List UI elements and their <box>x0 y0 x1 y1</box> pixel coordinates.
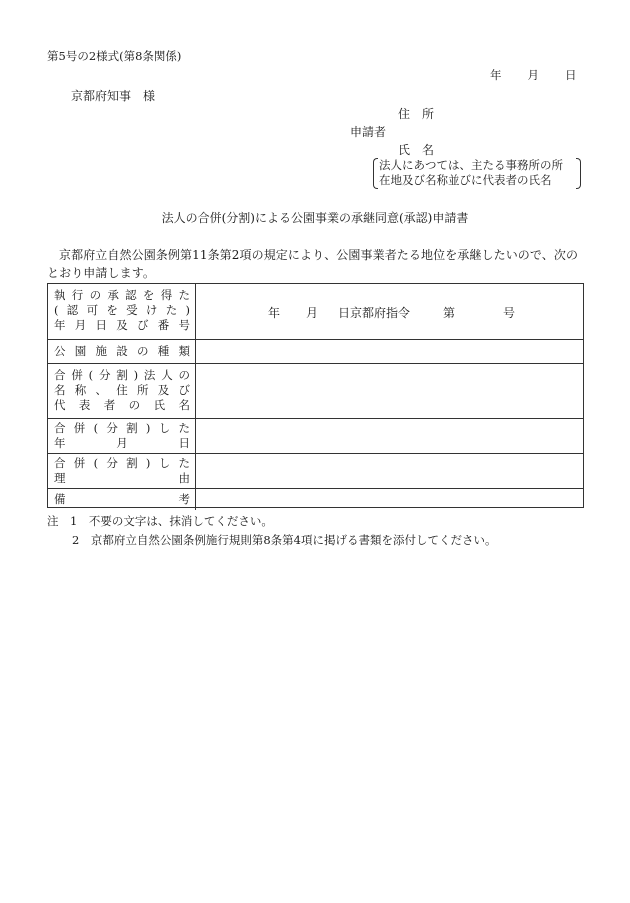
permit-month-label: 月 <box>306 306 319 320</box>
merger-date-field[interactable] <box>196 419 583 454</box>
form-number: 第5号の2様式(第8条関係) <box>47 49 182 63</box>
table-row-approval-date-number <box>48 284 583 339</box>
merger-reason-field[interactable] <box>196 454 583 489</box>
date-day-label: 日 <box>565 68 577 82</box>
table-row-merger-reason <box>48 453 583 489</box>
label-line: 理 由 <box>54 471 190 485</box>
date-month-label: 月 <box>527 68 539 82</box>
corporation-note-line1: 法人にあつては、主たる事務所の所 <box>379 158 563 172</box>
name-label: 氏 名 <box>398 143 435 157</box>
label-line: 公 園 施 設 の 種 類 <box>54 344 190 358</box>
date-year-label: 年 <box>490 68 502 82</box>
date-line <box>490 70 577 82</box>
facility-type-field[interactable] <box>196 340 583 364</box>
row-label <box>48 454 196 489</box>
table-row-remarks <box>48 488 583 510</box>
notes <box>47 512 496 550</box>
label-line: 執 行 の 承 認 を 得 た <box>54 288 190 302</box>
row-label <box>48 364 196 419</box>
label-line: 合 併 ( 分 割 ) し た <box>54 456 190 470</box>
row-label <box>48 340 196 364</box>
merged-corporation-field[interactable] <box>196 364 583 419</box>
remarks-field[interactable] <box>196 489 583 510</box>
permit-number-suffix: 号 <box>503 306 516 320</box>
label-line: 代 表 者 の 氏 名 <box>54 398 190 412</box>
right-bracket <box>576 158 581 189</box>
application-table <box>47 283 584 508</box>
permit-year-label: 年 <box>268 306 281 320</box>
label-line: 名 称 、 住 所 及 び <box>54 383 190 397</box>
table-row-facility-type <box>48 339 583 364</box>
applicant-label: 申請者 <box>350 125 387 139</box>
row-label <box>48 419 196 454</box>
address-label: 住 所 <box>398 107 435 121</box>
table-row-merged-corporation <box>48 363 583 419</box>
row-label <box>48 489 196 510</box>
label-line: ( 認 可 を 受 け た ) <box>54 303 190 317</box>
permit-issuer-label: 日京都府指令 <box>338 306 411 320</box>
note-1: 注 1 不要の文字は、抹消してください。 <box>47 514 273 528</box>
left-bracket <box>373 158 378 189</box>
corporation-note-line2: 在地及び名称並びに代表者の氏名 <box>379 173 552 187</box>
body-text: 京都府立自然公園条例第11条第2項の規定により、公園事業者たる地位を承継したいので、次のとおり申請します。 <box>47 248 579 280</box>
approval-value-field[interactable] <box>196 284 583 339</box>
label-line: 年 月 日 <box>54 436 190 450</box>
document-title: 法人の合併(分割)による公園事業の承継同意(承認)申請書 <box>161 211 469 225</box>
permit-number-prefix: 第 <box>443 306 456 320</box>
addressee: 京都府知事 様 <box>71 89 156 103</box>
table-row-merger-date <box>48 418 583 454</box>
label-line: 合 併 ( 分 割 ) 法 人 の <box>54 368 190 382</box>
label-line: 合 併 ( 分 割 ) し た <box>54 421 190 435</box>
note-2: 2 京都府立自然公園条例施行規則第8条第4項に掲げる書類を添付してください。 <box>72 533 497 547</box>
label-line: 備 考 <box>54 492 190 506</box>
row-label <box>48 284 196 339</box>
corporation-note <box>373 158 581 188</box>
label-line: 年 月 日 及 び 番 号 <box>54 318 190 332</box>
